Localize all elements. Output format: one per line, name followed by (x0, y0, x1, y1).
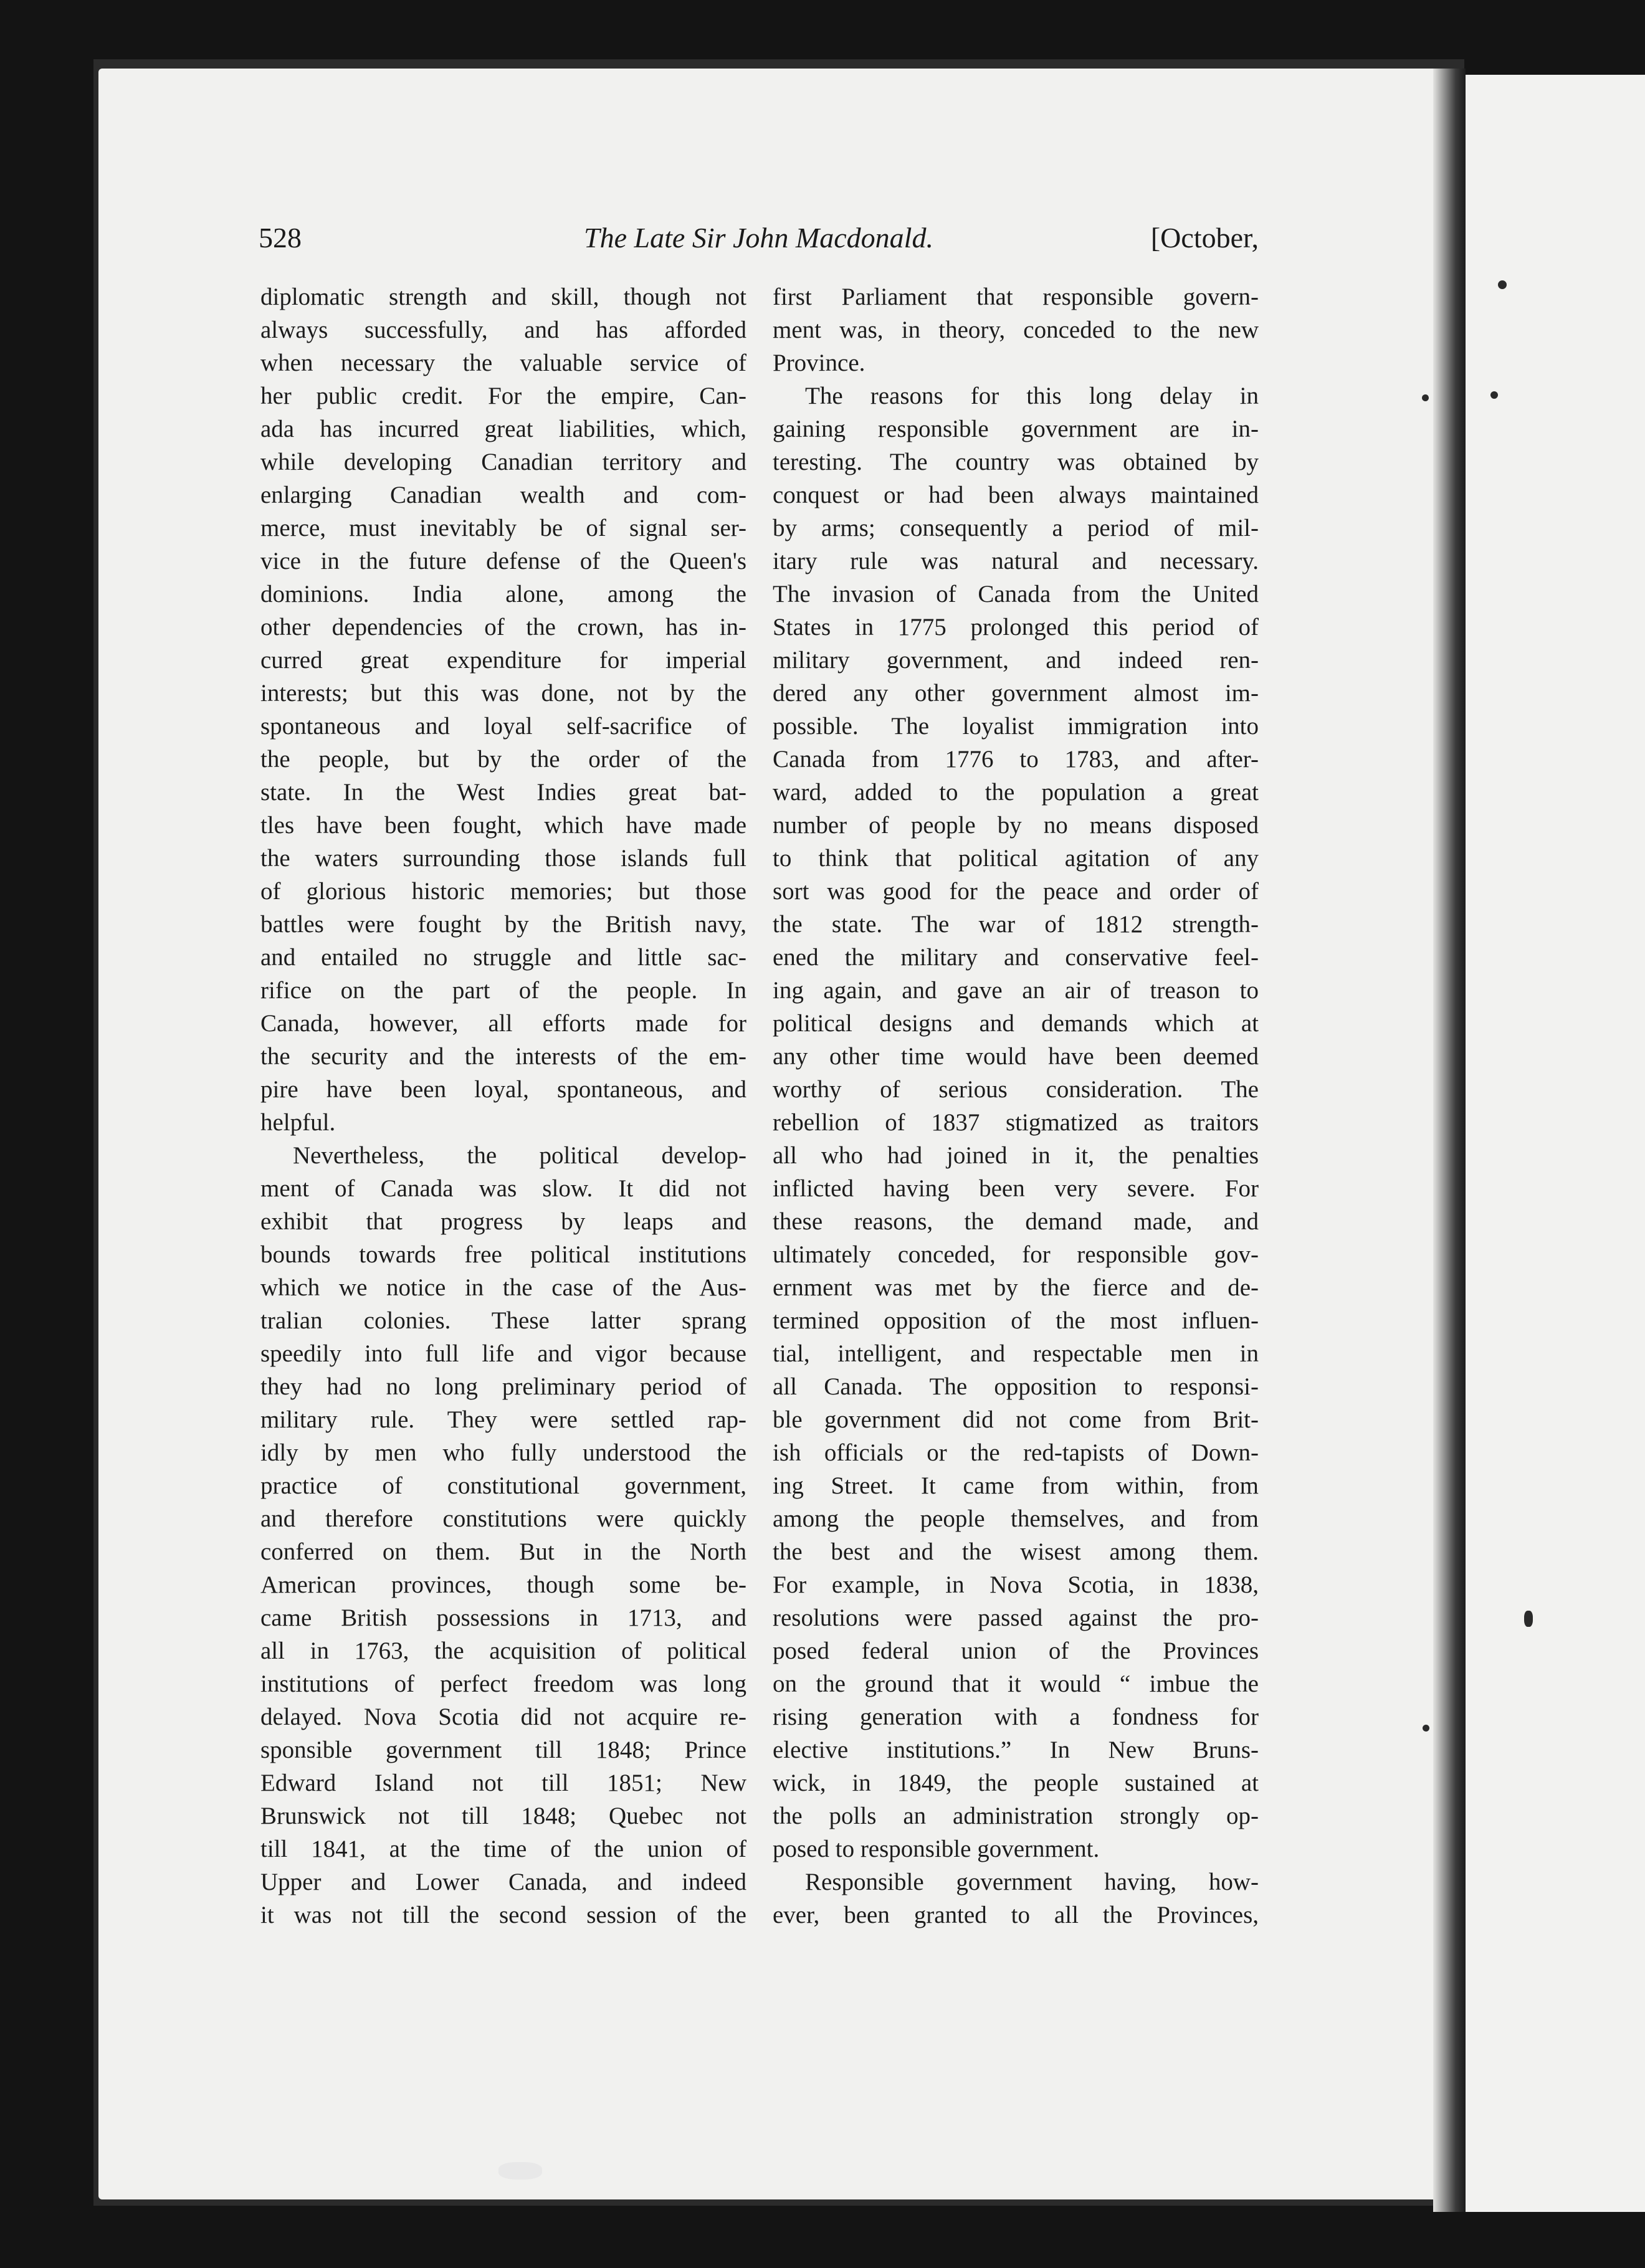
text-line: enlarging Canadian wealth and com- (260, 482, 746, 508)
text-line: by arms; consequently a period of mil- (773, 515, 1259, 541)
text-line: ment of Canada was slow. It did not (260, 1175, 746, 1202)
text-line: delayed. Nova Scotia did not acquire re- (260, 1703, 746, 1730)
text-line: the polls an administration strongly op- (773, 1803, 1259, 1829)
text-line: ada has incurred great liabilities, which, (260, 416, 746, 442)
specks (1490, 391, 1498, 399)
text-line: elective institutions.” In New Bruns- (773, 1737, 1259, 1763)
text-line: of glorious historic memories; but those (260, 878, 746, 905)
text-line: termined opposition of the most influen- (773, 1307, 1259, 1334)
text-line: state. In the West Indies great bat- (260, 779, 746, 806)
right-column (773, 280, 1259, 1932)
text-line: they had no long preliminary period of (260, 1373, 746, 1400)
text-line: and entailed no struggle and little sac- (260, 944, 746, 971)
text-line: inflicted having been very severe. For (773, 1175, 1259, 1202)
text-line: merce, must inevitably be of signal ser- (260, 515, 746, 541)
text-line: resolutions were passed against the pro- (773, 1604, 1259, 1631)
text-line: Canada, however, all efforts made for (260, 1010, 746, 1037)
text-line: battles were fought by the British navy, (260, 911, 746, 938)
text-line: to think that political agitation of any (773, 845, 1259, 872)
text-line: itary rule was natural and necessary. (773, 548, 1259, 574)
text-line: diplomatic strength and skill, though not (260, 284, 746, 310)
specks (1422, 394, 1429, 401)
text-line: Edward Island not till 1851; New (260, 1770, 746, 1796)
text-line: Brunswick not till 1848; Quebec not (260, 1803, 746, 1829)
running-month: [October, (1150, 222, 1259, 254)
text-line: till 1841, at the time of the union of (260, 1836, 746, 1862)
text-line: rifice on the part of the people. In (260, 977, 746, 1004)
text-line: worthy of serious consideration. The (773, 1076, 1259, 1103)
text-line: conferred on them. But in the North (260, 1538, 746, 1565)
text-line: The reasons for this long delay in (805, 383, 1259, 409)
text-line: tralian colonies. These latter sprang (260, 1307, 746, 1334)
text-line: Province. (773, 350, 865, 376)
text-line: Responsible government having, how- (805, 1869, 1259, 1895)
text-line: ment was, in theory, conceded to the new (773, 317, 1259, 343)
text-line: which we notice in the case of the Aus- (260, 1274, 746, 1301)
text-line: while developing Canadian territory and (260, 449, 746, 475)
text-line: rebellion of 1837 stigmatized as traitors (773, 1109, 1259, 1136)
text-line: her public credit. For the empire, Can- (260, 383, 746, 409)
text-line: ble government did not come from Brit- (773, 1406, 1259, 1433)
running-head (259, 221, 1259, 265)
text-line: dominions. India alone, among the (260, 581, 746, 608)
text-line: pire have been loyal, spontaneous, and (260, 1076, 746, 1103)
text-line: among the people themselves, and from (773, 1505, 1259, 1532)
text-line: came British possessions in 1713, and (260, 1604, 746, 1631)
text-line: sponsible government till 1848; Prince (260, 1737, 746, 1763)
text-line: teresting. The country was obtained by (773, 449, 1259, 475)
text-line: gaining responsible government are in- (773, 416, 1259, 442)
text-line: the state. The war of 1812 strength- (773, 911, 1259, 938)
text-line: ultimately conceded, for responsible gov- (773, 1241, 1259, 1268)
text-line: States in 1775 prolonged this period of (773, 614, 1259, 641)
text-line: wick, in 1849, the people sustained at (773, 1770, 1259, 1796)
text-line: ever, been granted to all the Provinces, (773, 1902, 1259, 1928)
text-line: possible. The loyalist immigration into (773, 713, 1259, 740)
text-line: military rule. They were settled rap- (260, 1406, 746, 1433)
text-line: spontaneous and loyal self-sacrifice of (260, 713, 746, 740)
text-line: rising generation with a fondness for (773, 1703, 1259, 1730)
text-line: posed to responsible government. (773, 1836, 1100, 1862)
text-line: number of people by no means disposed (773, 812, 1259, 839)
text-line: all Canada. The opposition to responsi- (773, 1373, 1259, 1400)
text-line: dered any other government almost im- (773, 680, 1259, 707)
text-line: The invasion of Canada from the United (773, 581, 1259, 608)
text-line: any other time would have been deemed (773, 1043, 1259, 1070)
text-line: first Parliament that responsible govern- (773, 284, 1259, 310)
text-line: the waters surrounding those islands full (260, 845, 746, 872)
text-line: these reasons, the demand made, and (773, 1208, 1259, 1235)
text-line: Canada from 1776 to 1783, and after- (773, 746, 1259, 773)
text-line: ened the military and conservative feel- (773, 944, 1259, 971)
text-line: when necessary the valuable service of (260, 350, 746, 376)
text-line: Upper and Lower Canada, and indeed (260, 1869, 746, 1895)
text-line: the people, but by the order of the (260, 746, 746, 773)
text-line: exhibit that progress by leaps and (260, 1208, 746, 1235)
text-line: ernment was met by the fierce and de- (773, 1274, 1259, 1301)
specks (498, 2162, 542, 2180)
text-line: institutions of perfect freedom was long (260, 1670, 746, 1697)
text-line: military government, and indeed ren- (773, 647, 1259, 674)
text-line: all in 1763, the acquisition of political (260, 1637, 746, 1664)
text-line: on the ground that it would “ imbue the (773, 1670, 1259, 1697)
text-line: American provinces, though some be- (260, 1571, 746, 1598)
text-line: interests; but this was done, not by the (260, 680, 746, 707)
text-line: For example, in Nova Scotia, in 1838, (773, 1571, 1259, 1598)
specks (1498, 280, 1507, 289)
text-line: conquest or had been always maintained (773, 482, 1259, 508)
text-line: bounds towards free political institutions (260, 1241, 746, 1268)
text-line: tles have been fought, which have made (260, 812, 746, 839)
text-line: Nevertheless, the political develop- (293, 1142, 746, 1169)
text-line: all who had joined in it, the penalties (773, 1142, 1259, 1169)
text-line: idly by men who fully understood the (260, 1439, 746, 1466)
text-line: ward, added to the population a great (773, 779, 1259, 806)
text-line: the best and the wisest among them. (773, 1538, 1259, 1565)
specks (1423, 1725, 1429, 1732)
page-number: 528 (259, 222, 302, 254)
text-line: it was not till the second session of the (260, 1902, 746, 1928)
text-line: posed federal union of the Provinces (773, 1637, 1259, 1664)
gutter-shadow (1433, 69, 1466, 2212)
text-line: ing Street. It came from within, from (773, 1472, 1259, 1499)
text-line: and therefore constitutions were quickly (260, 1505, 746, 1532)
text-line: helpful. (260, 1109, 336, 1136)
left-column (260, 280, 746, 1932)
text-line: the security and the interests of the em- (260, 1043, 746, 1070)
text-line: always successfully, and has afforded (260, 317, 746, 343)
specks (1524, 1611, 1533, 1627)
text-line: tial, intelligent, and respectable men in (773, 1340, 1259, 1367)
text-line: vice in the future defense of the Queen's (260, 548, 746, 574)
text-line: ing again, and gave an air of treason to (773, 977, 1259, 1004)
running-title: The Late Sir John Macdonald. (584, 222, 933, 254)
text-line: sort was good for the peace and order of (773, 878, 1259, 905)
text-line: ish officials or the red-tapists of Down- (773, 1439, 1259, 1466)
text-line: practice of constitutional government, (260, 1472, 746, 1499)
text-line: speedily into full life and vigor because (260, 1340, 746, 1367)
text-line: political designs and demands which at (773, 1010, 1259, 1037)
text-line: curred great expenditure for imperial (260, 647, 746, 674)
text-line: other dependencies of the crown, has in- (260, 614, 746, 641)
